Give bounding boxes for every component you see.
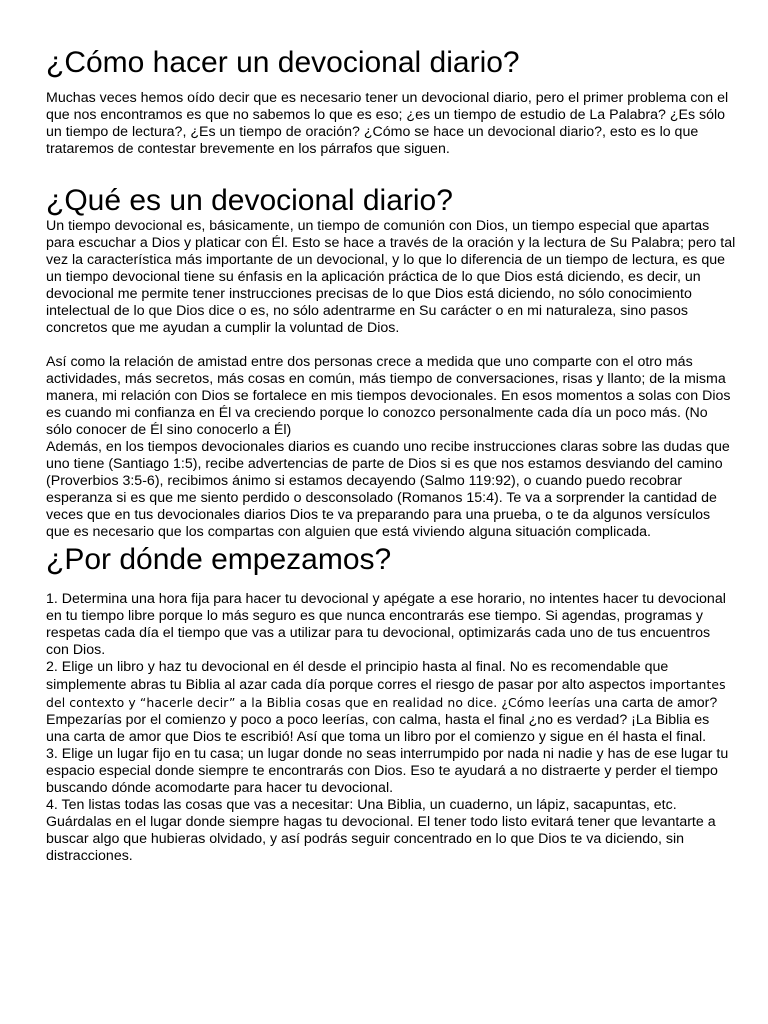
document-page [46, 46, 736, 865]
list-item-3: 3. Elige un lugar fijo en tu casa; un lugar donde no seas interrumpido por nada ni nadie y has de ese lugar tu espacio especial donde siempre te encontrarás con Dios. Eso te ayudará a no distraerte y perder el tiempo buscando dónde acomodarte para hacer tu devocional. [46, 746, 729, 796]
heading-que-es: ¿Qué es un devocional diario? [46, 184, 453, 217]
list-item-2 [46, 659, 736, 746]
intro-paragraph: Muchas veces hemos oído decir que es necesario tener un devocional diario, pero el primer problema con el que nos encontramos es que no sabemos lo que es eso; ¿es un tiempo de estudio de La Palabra? ¿Es sólo un tiempo de lectura?, ¿Es un tiempo de oración? ¿Cómo se hace un devocional diario?, esto es lo que trataremos de contestar brevemente en los párrafos que siguen. [46, 90, 729, 157]
list-item-2-part-3: carta de amor? Empezarías por el comienzo y poco a poco leerías, con calma, hasta el final ¿no es verdad? ¡La Biblia es una carta de amor que Dios te escribió! Así que toma un libro por el comienzo y sigue en él hasta el final. [46, 695, 718, 745]
list-item-2-part-1: 2. Elige un libro y haz tu devocional en él desde el principio hasta al final. No es recomendable que simplemente abras tu Biblia al azar cada día porque corres el riesgo de pasar por alto aspectos [46, 659, 669, 693]
friendship-paragraph: Así como la relación de amistad entre dos personas crece a medida que uno comparte con el otro más actividades, más secretos, más cosas en común, más tiempo de conversaciones, risas y llanto; de la misma manera, mi relación con Dios se fortalece en mis tiempos devocionales. En esos momentos a solas con Dios es cuando mi confianza en Él va creciendo porque lo conozco personalmente cada día un poco más. (No sólo conocer de Él sino conocerlo a Él) [46, 354, 731, 438]
heading-por-donde: ¿Por dónde empezamos? [46, 543, 392, 576]
list-item-1: 1. Determina una hora fija para hacer tu devocional y apégate a ese horario, no intentes hacer tu devocional en tu tiempo libre porque lo más seguro es que nunca encontrarás ese tiempo. Si agendas, programas y respetas cada día el tiempo que vas a utilizar para tu devocional, optimizarás cada uno de tus encuentros con Dios. [46, 591, 726, 658]
definition-paragraph: Un tiempo devocional es, básicamente, un tiempo de comunión con Dios, un tiempo especial que apartas para escuchar a Dios y platicar con Él. Esto se hace a través de la oración y la lectura de Su Palabra; pero tal vez la característica más importante de un devocional, y lo que lo diferencia de un tiempo de lectura, es que un tiempo devocional tiene su énfasis en la aplicación práctica de lo que Dios está diciendo, es decir, un devocional me permite tener instrucciones precisas de lo que Dios está diciendo, no sólo conocimiento intelectual de lo que Dios dice o es, no sólo adentrarme en Su carácter o en mi naturaleza, sino pasos concretos que me ayudan a cumplir la voluntad de Dios. [46, 218, 736, 336]
list-item-4: 4. Ten listas todas las cosas que vas a necesitar: Una Biblia, un cuaderno, un lápiz, sacapuntas, etc. Guárdalas en el lugar donde siempre hagas tu devocional. El tener todo listo evitará tener que levantarte a buscar algo que hubieras olvidado, y así podrás seguir concentrado en lo que Dios te va diciendo, sin distracciones. [46, 797, 716, 864]
benefits-paragraph: Además, en los tiempos devocionales diarios es cuando uno recibe instrucciones claras sobre las dudas que uno tiene (Santiago 1:5), recibe advertencias de parte de Dios si es que nos estamos desviando del camino (Proverbios 3:5-6), recibimos ánimo si estamos decayendo (Salmo 119:92), o cuando puedo recobrar esperanza si es que me siento perdido o desconsolado (Romanos 15:4). Te va a sorprender la cantidad de veces que en tus devocionales diarios Dios te va preparando para una prueba, o te da algunos versículos que es necesario que los compartas con alguien que está viviendo alguna situación complicada. [46, 439, 730, 540]
list-item-2-part-2: importantes del contexto y “hacerle decir” a la Biblia cosas que en realidad no dice. ¿Cómo leerías una [46, 677, 726, 710]
heading-como-hacer: ¿Cómo hacer un devocional diario? [46, 46, 520, 79]
